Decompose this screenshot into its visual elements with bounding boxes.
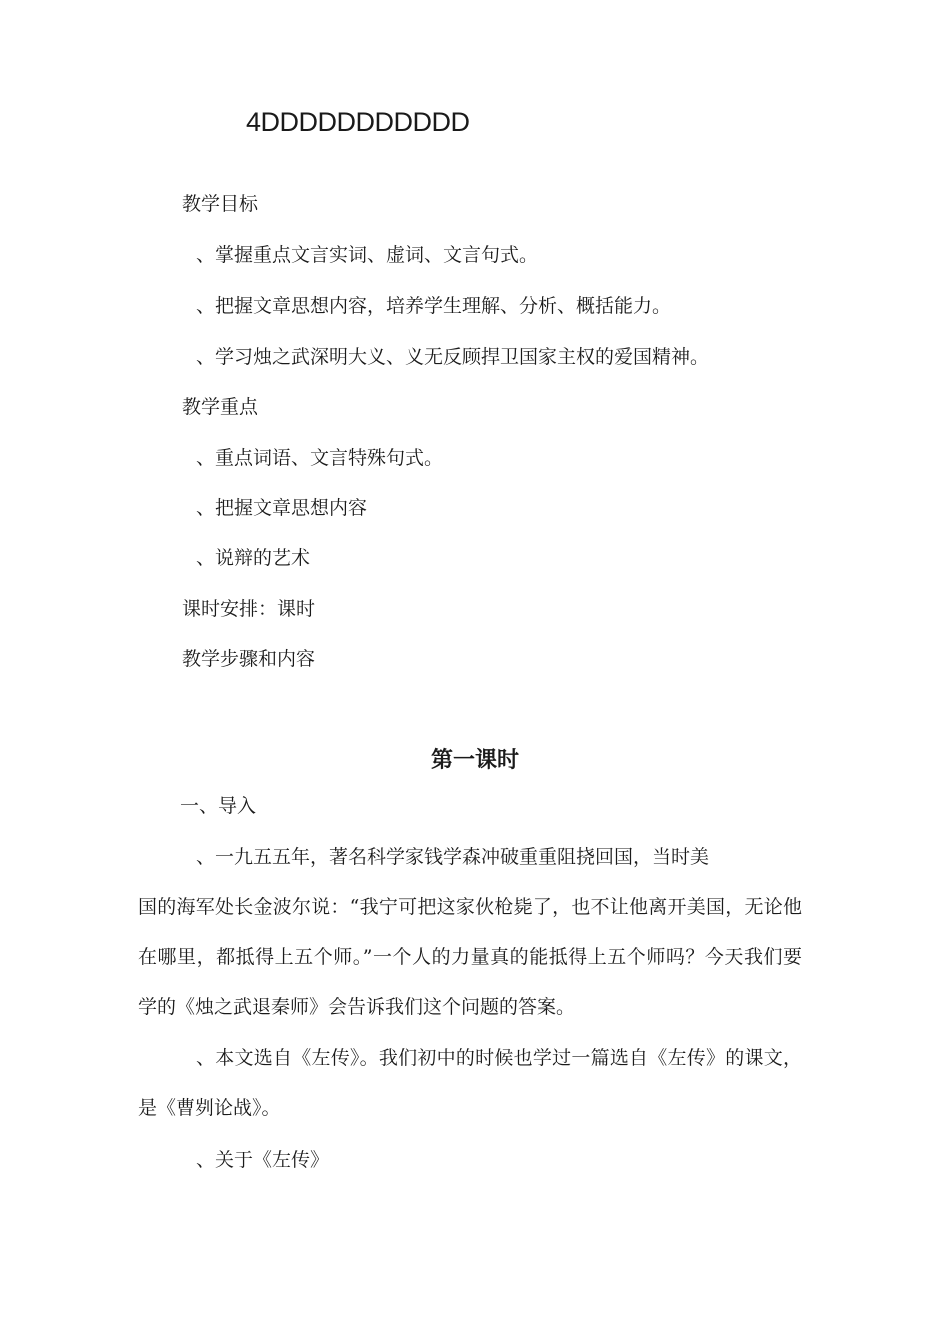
- steps-heading: 教学步骤和内容: [182, 648, 316, 670]
- focus-item: 、重点词语、文言特殊句式。: [196, 447, 444, 469]
- focus-heading: 教学重点: [182, 396, 259, 418]
- schedule-line: 课时安排：课时: [182, 598, 316, 620]
- objective-item: 、把握文章思想内容，培养学生理解、分析、概括能力。: [196, 295, 672, 317]
- intro-paragraph-3: 、关于《左传》: [196, 1149, 330, 1171]
- lesson-heading: 第一课时: [430, 748, 519, 773]
- intro-heading: 一、导入: [180, 795, 257, 817]
- page-title: 4DDDDDDDDDDD: [246, 107, 470, 137]
- objectives-heading: 教学目标: [182, 193, 259, 215]
- intro-paragraph-first-line: 、一九五五年，著名科学家钱学森冲破重重阻挠回国，当时美: [196, 846, 710, 868]
- intro-paragraph-body: 国的海军处长金波尔说：“我宁可把这家伙枪毙了，也不让他离开美国，无论他在哪里，都抵得上五个师。”一个人的力量真的能抵得上五个师吗？今天我们要学的《烛之武退秦师》会告诉我们这个问题的答案。: [138, 896, 802, 1018]
- objective-item: 、学习烛之武深明大义、义无反顾捍卫国家主权的爱国精神。: [196, 346, 710, 368]
- focus-item: 、说辩的艺术: [196, 547, 311, 569]
- objective-item: 、掌握重点文言实词、虚词、文言句式。: [196, 244, 539, 266]
- intro-paragraph-2: 、本文选自《左传》。我们初中的时候也学过一篇选自《左传》的课文，是《曹刿论战》。: [138, 1047, 802, 1119]
- focus-item: 、把握文章思想内容: [196, 497, 368, 519]
